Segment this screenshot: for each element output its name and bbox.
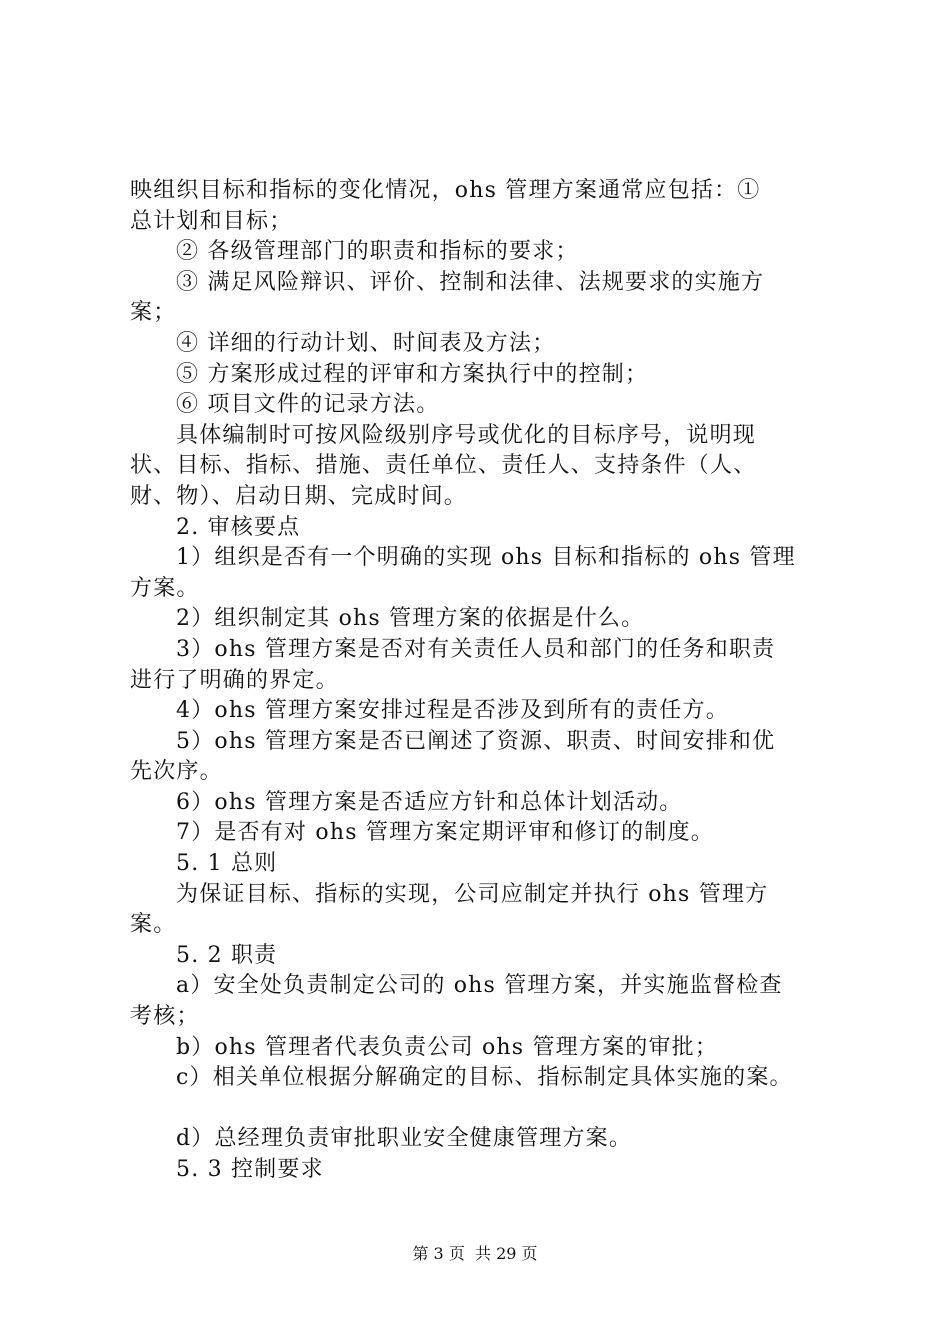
section-heading: 5. 1 总则 [176, 851, 278, 877]
list-item: 1）组织是否有一个明确的实现 ohs 目标和指标的 ohs 管理 [176, 545, 796, 571]
paragraph-line: 为保证目标、指标的实现，公司应制定并执行 ohs 管理方 [176, 881, 769, 907]
list-item: ④ 详细的行动计划、时间表及方法； [176, 330, 556, 356]
list-item: a）安全处负责制定公司的 ohs 管理方案，并实施监督检查 [176, 973, 783, 999]
paragraph-line: 状、目标、指标、措施、责任单位、责任人、支持条件（人、 [130, 453, 757, 479]
list-item: ③ 满足风险辩识、评价、控制和法律、法规要求的实施方 [176, 269, 765, 295]
list-item: 7）是否有对 ohs 管理方案定期评审和修订的制度。 [176, 820, 714, 846]
paragraph-line: 进行了明确的界定。 [130, 667, 339, 693]
list-item: 3）ohs 管理方案是否对有关责任人员和部门的任务和职责 [176, 636, 776, 662]
section-heading: 5. 3 控制要求 [176, 1157, 324, 1182]
list-item: b）ohs 管理者代表负责公司 ohs 管理方案的审批； [176, 1034, 719, 1060]
paragraph-line: 财、物）、启动日期、完成时间。 [130, 483, 468, 509]
list-item: ⑤ 方案形成过程的评审和方案执行中的控制； [176, 361, 649, 387]
list-item: ② 各级管理部门的职责和指标的要求； [176, 239, 579, 265]
paragraph-line: 具体编制时可按风险级别序号或优化的目标序号，说明现 [176, 422, 757, 448]
list-item: ⑥ 项目文件的记录方法。 [176, 392, 440, 418]
list-item: 2）组织制定其 ohs 管理方案的依据是什么。 [176, 606, 645, 632]
paragraph-line: 案。 [130, 912, 177, 938]
section-heading: 2. 审核要点 [176, 514, 301, 540]
list-item: 4）ohs 管理方案安排过程是否涉及到所有的责任方。 [176, 698, 729, 724]
paragraph-line: 总计划和目标； [130, 208, 293, 234]
paragraph-line: 先次序。 [130, 759, 223, 785]
blank-line [130, 1094, 860, 1125]
paragraph-line: 映组织目标和指标的变化情况，ohs 管理方案通常应包括：① [130, 178, 761, 203]
page-number-footer: 第 3 页 共 29 页 [412, 1244, 538, 1263]
paragraph-line: 方案。 [130, 575, 200, 601]
paragraph-line: 案； [130, 300, 177, 326]
list-item: d）总经理负责审批职业安全健康管理方案。 [176, 1126, 633, 1152]
paragraph-line: 考核； [130, 1004, 200, 1030]
document-body [130, 176, 860, 1186]
list-item: c）相关单位根据分解确定的目标、指标制定具体实施的案。 [176, 1065, 793, 1091]
list-item: 5）ohs 管理方案是否已阐述了资源、职责、时间安排和优 [176, 728, 776, 754]
list-item: 6）ohs 管理方案是否适应方针和总体计划活动。 [176, 789, 683, 815]
section-heading: 5. 2 职责 [176, 942, 278, 968]
